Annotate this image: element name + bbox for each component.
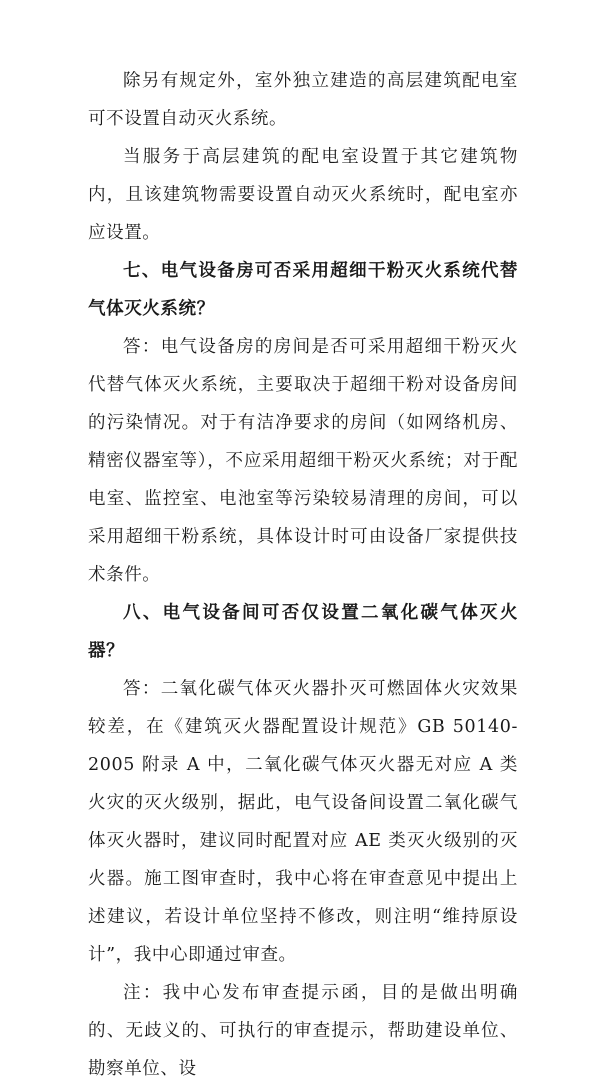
paragraph-outdoor-substation: 除另有规定外，室外独立建造的高层建筑配电室可不设置自动灭火系统。 xyxy=(88,71,518,129)
section-7-heading: 七、电气设备房可否采用超细干粉灭火系统代替气体灭火系统？ xyxy=(88,261,518,319)
section-8-heading: 八、电气设备间可否仅设置二氧化碳气体灭火器？ xyxy=(88,603,518,661)
section-8-answer: 答：二氧化碳气体灭火器扑灭可燃固体火灾效果较差，在《建筑灭火器配置设计规范》GB 50140-2005 附录 A 中，二氧化碳气体灭火器无对应 A 类火灾的灭火级别，据此，电气设备间设置二氧化碳气体灭火器时，建议同时配置对应 AE 类灭火级别的灭火器。施工图审查时，我中心将在审查意见中提出上述建议，若设计单位坚持不修改，则注明“维持原设计”，我中心即通过审查。 xyxy=(88,679,518,965)
paragraph-substation-in-other-building: 当服务于高层建筑的配电室设置于其它建筑物内，且该建筑物需要设置自动灭火系统时，配电室亦应设置。 xyxy=(88,147,518,243)
note-paragraph: 注：我中心发布审查提示函，目的是做出明确的、无歧义的、可执行的审查提示，帮助建设单位、勘察单位、设 xyxy=(88,983,518,1079)
document-body xyxy=(88,62,518,1088)
section-7-answer: 答：电气设备房的房间是否可采用超细干粉灭火代替气体灭火系统，主要取决于超细干粉对设备房间的污染情况。对于有洁净要求的房间（如网络机房、精密仪器室等），不应采用超细干粉灭火系统；对于配电室、监控室、电池室等污染较易清理的房间，可以采用超细干粉系统，具体设计时可由设备厂家提供技术条件。 xyxy=(88,337,518,585)
